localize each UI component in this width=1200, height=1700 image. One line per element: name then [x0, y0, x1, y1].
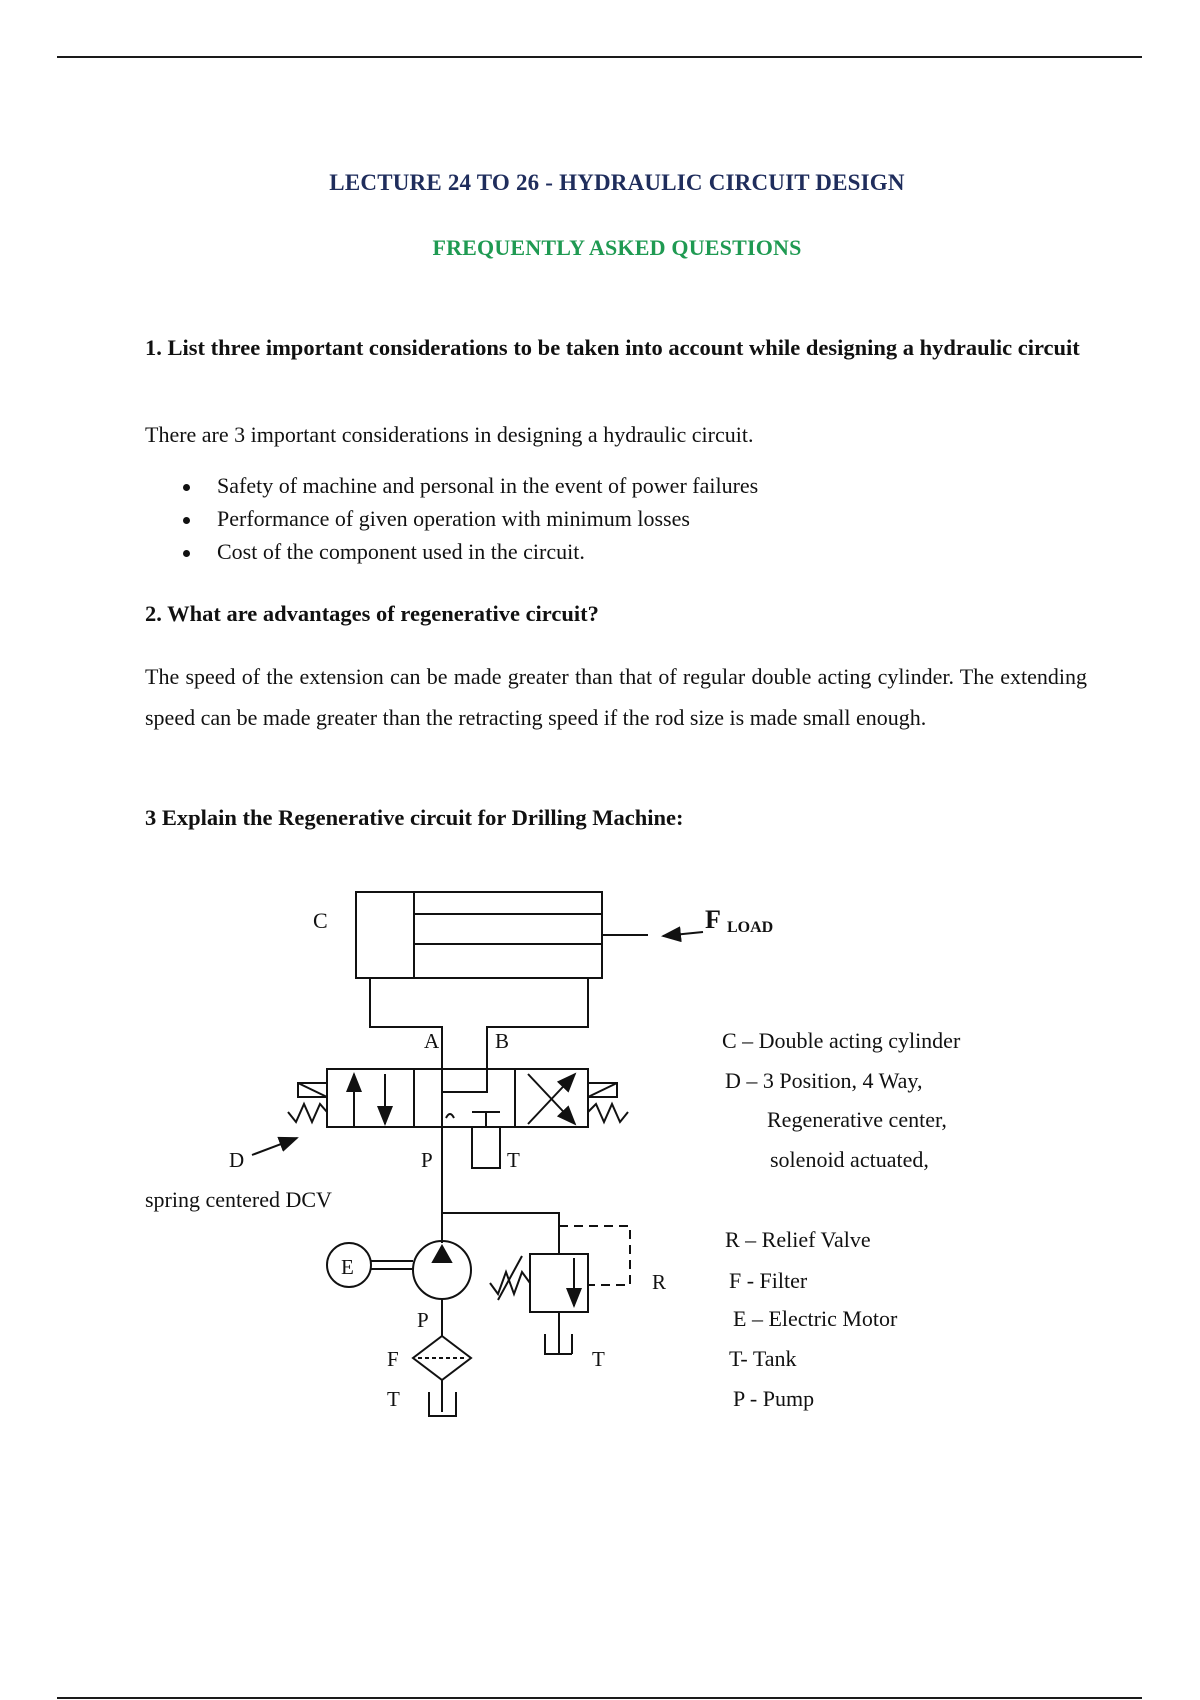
filter-symbol	[413, 1336, 471, 1412]
page-subtitle: FREQUENTLY ASKED QUESTIONS	[432, 235, 802, 260]
tank-left-label: T	[387, 1387, 400, 1411]
list-item: Cost of the component used in the circuit.	[145, 535, 1087, 568]
motor-symbol	[327, 1243, 413, 1287]
port-b-label: B	[495, 1029, 510, 1053]
tank-relief-label: T	[592, 1347, 605, 1371]
answer-2: The speed of the extension can be made greater than that of regular double acting cylinder. The extending speed can be made greater than the retracting speed if the rod size is made small enough.	[145, 664, 1087, 730]
dcv-tank-icon	[472, 1127, 500, 1168]
considerations-list	[145, 469, 1087, 568]
legend-item: Regenerative center,	[767, 1107, 947, 1132]
legend-item: P - Pump	[733, 1386, 815, 1411]
question-2: 2. What are advantages of regenerative circuit?	[145, 601, 599, 626]
motor-label: E	[341, 1255, 354, 1279]
legend-item: R – Relief Valve	[725, 1227, 871, 1252]
bullet-icon	[183, 484, 190, 491]
legend-item: solenoid actuated,	[770, 1147, 929, 1172]
relief-label: R	[652, 1270, 667, 1294]
legend-item: T- Tank	[729, 1346, 797, 1371]
pump-label: P	[417, 1308, 429, 1332]
legend-item: D – 3 Position, 4 Way,	[725, 1068, 923, 1093]
bullet-icon	[183, 517, 190, 524]
pump-tank-icon	[429, 1392, 456, 1416]
filter-label: F	[387, 1347, 399, 1371]
top-rule	[57, 56, 1142, 58]
legend	[722, 1028, 961, 1411]
dcv-p-label: P	[421, 1148, 433, 1172]
relief-supply-line	[442, 1213, 559, 1254]
line-b	[487, 978, 588, 1069]
relief-valve-symbol	[490, 1226, 630, 1354]
pump-symbol	[413, 1241, 471, 1336]
question-3: 3 Explain the Regenerative circuit for Drilling Machine:	[145, 805, 684, 830]
list-item: Safety of machine and personal in the event of power failures	[145, 469, 1087, 502]
cylinder-symbol	[356, 892, 648, 978]
page-title: LECTURE 24 TO 26 - HYDRAULIC CIRCUIT DESIGN	[329, 170, 905, 195]
dcv-caption: spring centered DCV	[145, 1187, 332, 1212]
answer-1: There are 3 important considerations in designing a hydraulic circuit.	[145, 422, 754, 447]
load-sub-label: LOAD	[727, 919, 774, 936]
dcv-pointer-arrow-icon	[252, 1138, 297, 1155]
list-item: Performance of given operation with minimum losses	[145, 502, 1087, 535]
port-a-label: A	[424, 1029, 440, 1053]
load-label: F	[705, 905, 721, 934]
bottom-rule	[57, 1697, 1142, 1699]
dcv-label: D	[229, 1148, 245, 1172]
load-arrow-icon	[663, 932, 703, 936]
question-1: 1. List three important considerations to be taken into account while designing a hydraulic circuit	[145, 335, 1080, 360]
legend-item: E – Electric Motor	[733, 1306, 898, 1331]
dcv-symbol	[288, 1069, 628, 1127]
legend-item: F - Filter	[729, 1268, 808, 1293]
line-a	[370, 978, 442, 1069]
cylinder-label: C	[313, 908, 328, 933]
bullet-icon	[183, 550, 190, 557]
legend-item: C – Double acting cylinder	[722, 1028, 961, 1053]
dcv-t-label: T	[507, 1148, 520, 1172]
